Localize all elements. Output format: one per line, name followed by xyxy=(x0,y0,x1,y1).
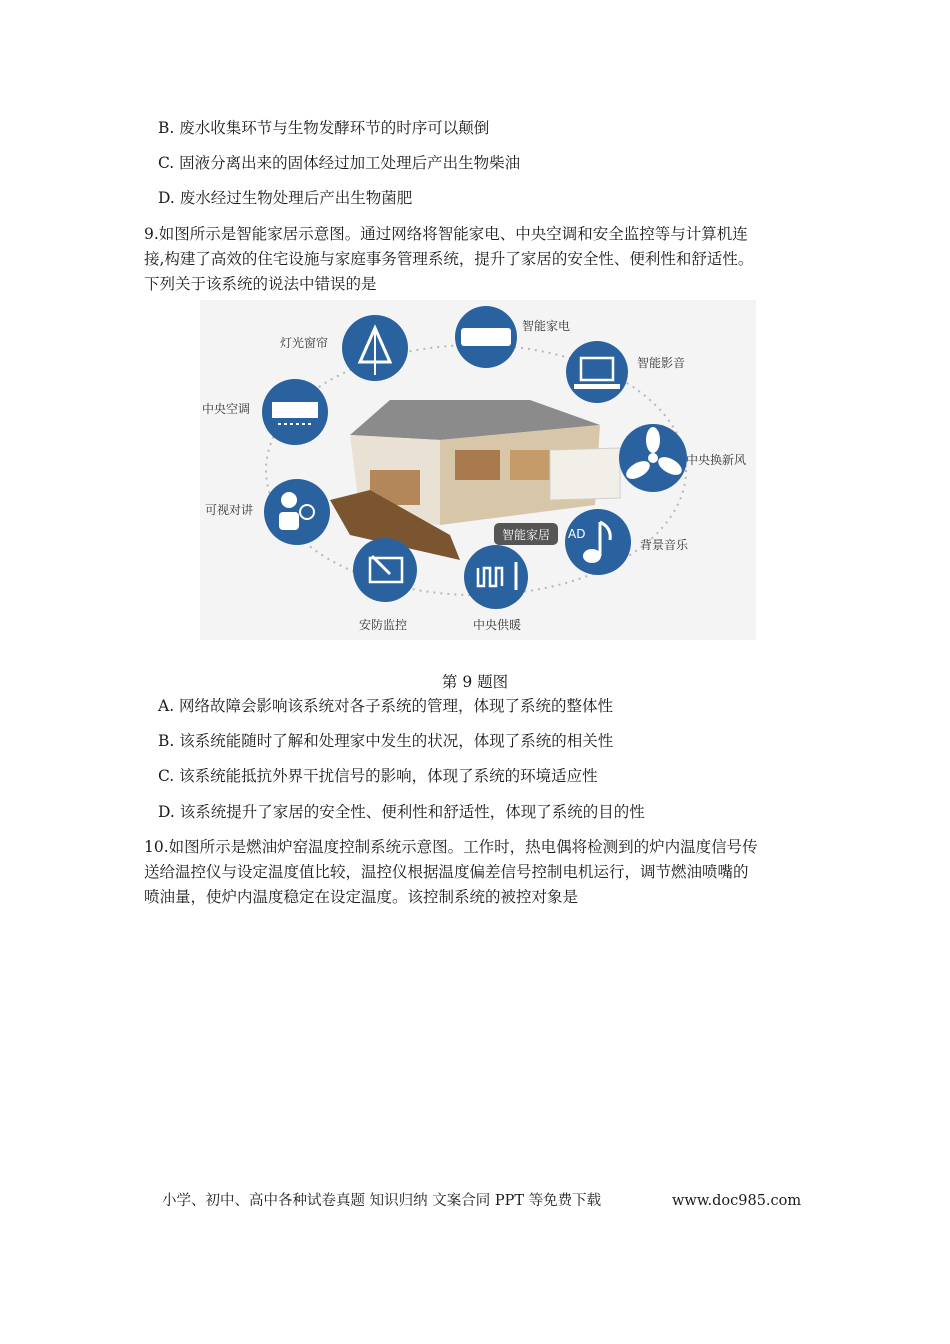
intercom-label: 可视对讲 xyxy=(205,503,254,517)
svg-text:智能家居: 智能家居 xyxy=(501,528,551,542)
heating-icon xyxy=(464,545,528,609)
av-label: 智能影音 xyxy=(637,356,686,370)
fan-icon xyxy=(619,424,687,492)
smart-home-figure xyxy=(200,300,756,640)
intercom-icon xyxy=(264,479,330,545)
q9-option-d: D. 该系统提升了家居的安全性、便利性和舒适性，体现了系统的目的性 xyxy=(158,803,645,821)
figure-caption: 第 9 题图 xyxy=(441,673,509,691)
center-label xyxy=(494,523,558,545)
q9-option-c: C. 该系统能抵抗外界干扰信号的影响，体现了系统的环境适应性 xyxy=(158,767,598,785)
ceiling-ac-icon xyxy=(262,379,328,445)
heating-label: 中央供暖 xyxy=(473,618,522,632)
option-b-prev: B. 废水收集环节与生物发酵环节的时序可以颠倒 xyxy=(158,119,490,137)
music-badge: AD xyxy=(568,527,586,541)
ac-label: 中央空调 xyxy=(202,402,251,416)
light-label: 灯光窗帘 xyxy=(280,336,329,350)
music-label: 背景音乐 xyxy=(640,538,689,552)
question-10-line-1: 10.如图所示是燃油炉窑温度控制系统示意图。工作时，热电偶将检测到的炉内温度信号传 xyxy=(144,838,758,856)
question-9-line-2: 接,构建了高效的住宅设施与家庭事务管理系统，提升了家居的安全性、便利性和舒适性。 xyxy=(144,250,754,268)
q9-option-b: B. 该系统能随时了解和处理家中发生的状况，体现了系统的相关性 xyxy=(158,732,614,750)
security-label: 安防监控 xyxy=(359,618,408,632)
question-10-line-3: 喷油量，使炉内温度稳定在设定温度。该控制系统的被控对象是 xyxy=(144,888,579,906)
q9-option-a: A. 网络故障会影响该系统对各子系统的管理，体现了系统的整体性 xyxy=(158,697,614,715)
lamp-icon xyxy=(342,315,408,381)
question-9-line-1: 9.如图所示是智能家居示意图。通过网络将智能家电、中央空调和安全监控等与计算机连 xyxy=(144,225,748,243)
question-9-line-3: 下列关于该系统的说法中错误的是 xyxy=(144,275,377,293)
question-10-line-2: 送给温控仪与设定温度值比较，温控仪根据温度偏差信号控制电机运行，调节燃油喷嘴的 xyxy=(144,863,749,881)
security-icon xyxy=(353,538,417,602)
footer-url[interactable]: www.doc985.com xyxy=(672,1193,802,1209)
fresh-air-label: 中央换新风 xyxy=(686,453,747,467)
footer-text: 小学、初中、高中各种试卷真题 知识归纳 文案合同 PPT 等免费下载 xyxy=(162,1193,602,1209)
air-conditioner-icon xyxy=(455,306,517,368)
tv-icon xyxy=(566,341,628,403)
music-note-icon xyxy=(565,509,631,575)
appliance-label: 智能家电 xyxy=(522,319,571,333)
option-c-prev: C. 固液分离出来的固体经过加工处理后产出生物柴油 xyxy=(158,154,521,172)
option-d-prev: D. 废水经过生物处理后产出生物菌肥 xyxy=(158,189,413,207)
